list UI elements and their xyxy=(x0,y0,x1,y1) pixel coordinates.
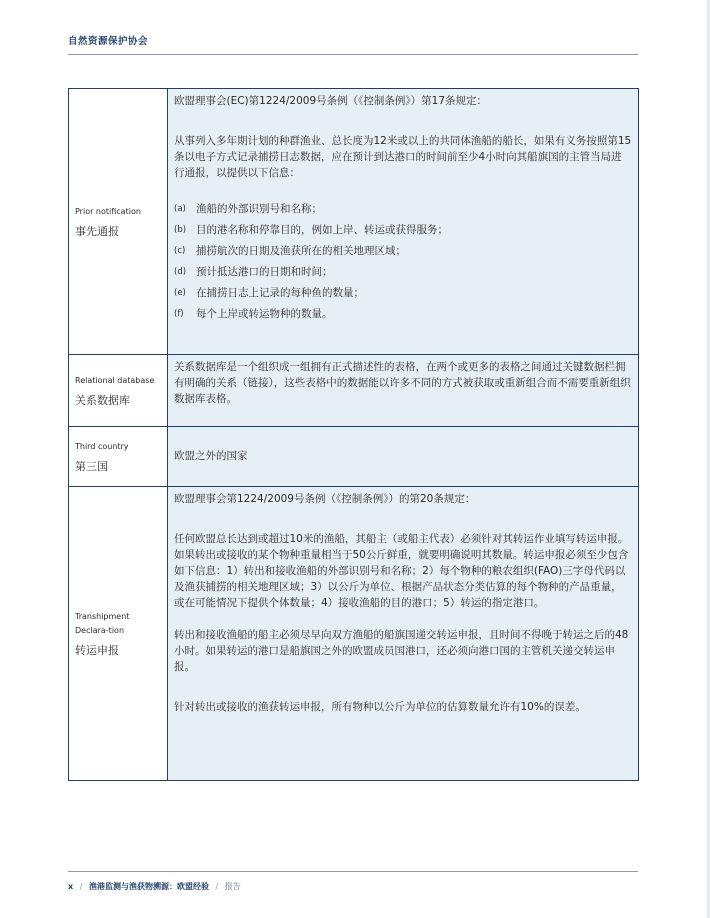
definition-body: 关系数据库是一个组织成一组拥有正式描述性的表格，在两个或更多的表格之间通过关键数据栏拥有明确的关系（链接），这些表格中的数据能以许多不同的方式被获取或重新组合而不需要重新组织数据库表格。 xyxy=(174,361,631,405)
list-text: 目的港名称和停靠目的，例如上岸、转运或获得服务； xyxy=(196,224,448,236)
list-item xyxy=(174,222,632,238)
term-chinese: 第三国 xyxy=(75,459,108,473)
footer-document-title: 渔港监测与渔获物溯源：欧盟经验 xyxy=(88,882,209,891)
list-text: 每个上岸或转运物种的数量。 xyxy=(196,308,333,320)
footer-document-type: 报告 xyxy=(224,882,241,891)
term-chinese: 关系数据库 xyxy=(75,393,130,407)
term-cell xyxy=(68,355,168,426)
footer-separator: / xyxy=(215,882,219,891)
term-english: Prior notification xyxy=(75,206,141,216)
list-marker: (d) xyxy=(174,267,187,277)
glossary-row-transhipment-declaration xyxy=(68,487,639,781)
definition-body: 欧盟之外的国家 xyxy=(174,450,248,462)
glossary-table xyxy=(68,88,639,781)
list-marker: (f) xyxy=(174,309,184,319)
definition-intro: 欧盟理事会(EC)第1224/2009号条例（《控制条例》）第17条规定： xyxy=(174,95,487,107)
definition-paragraph: 任何欧盟总长达到或超过10米的渔船，其船主（或船主代表）必须针对其转运作业填写转运申报。如果转出或接收的某个物种重量相当于50公斤鲜重，就要明确说明其数量。转运申报必须至少包含如下信息：1）转出和接收渔船的外部识别号和名称；2）每个物种的粮农组织(FAO)三字母代码以及渔获捕捞的相关地理区域；3）以公斤为单位、根据产品状态分类估算的每个物种的产品重量，或在可能情况下提供个体数量；4）接收渔船的目的港口；5）转运的指定港口。 xyxy=(174,533,629,609)
term-cell xyxy=(68,487,168,780)
footer-divider xyxy=(68,871,638,872)
definition-paragraph: 转出和接收渔船的船主必须尽早向双方渔船的船旗国递交转运申报，且时间不得晚于转运之后的48小时。如果转运的港口是船旗国之外的欧盟成员国港口，还必须向港口国的主管机关递交转运申报。 xyxy=(174,629,629,673)
page-footer xyxy=(68,881,241,892)
glossary-row-relational-database xyxy=(68,355,639,427)
list-marker: (e) xyxy=(174,288,186,298)
list-item xyxy=(174,306,632,322)
term-english: Relational database xyxy=(75,375,155,385)
footer-separator: / xyxy=(79,882,83,891)
page-header-title: 自然资源保护协会 xyxy=(68,36,149,47)
glossary-row-prior-notification xyxy=(68,89,639,355)
list-item xyxy=(174,285,632,301)
term-chinese: 事先通报 xyxy=(75,224,119,238)
list-text: 渔船的外部识别号和名称； xyxy=(196,203,322,215)
definition-cell xyxy=(168,89,639,354)
term-english: Third country xyxy=(75,441,129,451)
list-marker: (b) xyxy=(174,225,187,235)
definition-list xyxy=(174,201,632,322)
page-number: x xyxy=(68,882,74,891)
definition-cell xyxy=(168,355,639,426)
term-cell xyxy=(68,89,168,354)
definition-cell xyxy=(168,427,639,486)
list-item xyxy=(174,201,632,217)
list-marker: (c) xyxy=(174,246,186,256)
header-divider xyxy=(68,54,638,55)
definition-body: 从事列入多年期计划的种群渔业、总长度为12米或以上的共同体渔船的船长，如果有义务按照第15条以电子方式记录捕捞日志数据，应在预计到达港口的时间前至少4小时向其船旗国的主管当局进行通报，以提供以下信息： xyxy=(174,135,632,179)
list-text: 预计抵达港口的日期和时间； xyxy=(196,266,333,278)
definition-cell xyxy=(168,487,639,780)
definition-paragraph: 针对转出或接收的渔获转运申报，所有物种以公斤为单位的估算数量允许有10%的误差。 xyxy=(174,701,586,713)
list-item xyxy=(174,243,632,259)
term-chinese: 转运申报 xyxy=(75,643,119,657)
term-english: Transhipment Declara-tion xyxy=(75,611,130,635)
list-text: 捕捞航次的日期及渔获所在的相关地理区域； xyxy=(196,245,406,257)
list-text: 在捕捞日志上记录的每种鱼的数量； xyxy=(196,287,364,299)
glossary-row-third-country xyxy=(68,427,639,487)
list-item xyxy=(174,264,632,280)
term-cell xyxy=(68,427,168,486)
definition-intro: 欧盟理事会第1224/2009号条例（《控制条例》）的第20条规定： xyxy=(174,493,476,505)
list-marker: (a) xyxy=(174,204,186,214)
